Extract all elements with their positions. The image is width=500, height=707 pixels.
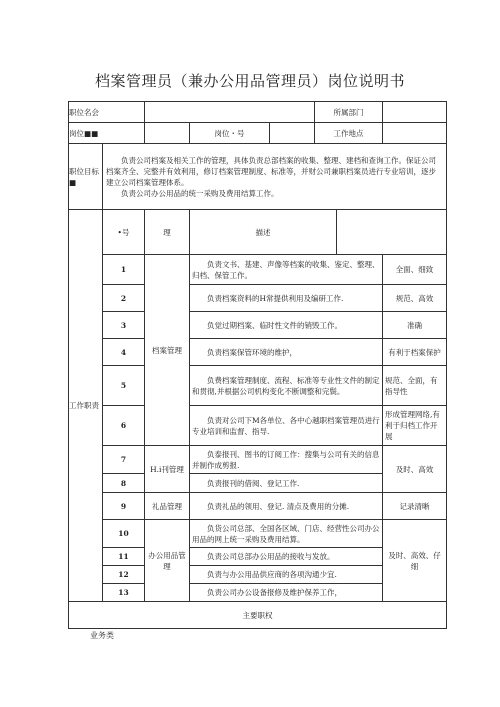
duty-category-gift: 礼品管理 [145, 493, 190, 520]
duties-section-label: 工作职责 [69, 210, 103, 602]
duty-no: 4 [103, 339, 145, 366]
location-label: 工作地点 [315, 123, 383, 144]
table-row [69, 285, 447, 312]
duty-head-cat: 理 [145, 210, 190, 255]
duty-desc: 负责礼品的领用、登记. 清点及费用的分摊. [190, 493, 383, 520]
job-name-value [145, 102, 315, 123]
duty-std: 及时、高效 [383, 446, 447, 493]
duty-no: 12 [103, 566, 145, 584]
duty-std: 准确 [383, 312, 447, 339]
duty-header-row [69, 210, 447, 255]
job-description-table [68, 101, 447, 629]
duty-no: 1 [103, 255, 145, 285]
duty-desc: 负责公司办公设备报修及维护保养工作， [190, 584, 383, 602]
page-title: 档案管理员（兼办公用品管理员）岗位说明书 [94, 72, 405, 90]
table-row [69, 255, 447, 285]
main-duties-label: 主要职权 [69, 602, 447, 629]
location-value [383, 123, 447, 144]
table-row [69, 366, 447, 406]
duty-category-periodical: H.i刊管理 [145, 446, 190, 493]
duty-desc: 负责报刊的借阅、登记工作. [190, 474, 383, 493]
table-row [69, 446, 447, 474]
duty-desc: 负责档案保管环境的维护， [190, 339, 383, 366]
dept-value [383, 102, 447, 123]
duty-no: 10 [103, 520, 145, 548]
duty-no: 9 [103, 493, 145, 520]
duty-std: 规范、高效 [383, 285, 447, 312]
table-row [69, 493, 447, 520]
duty-std: 形成管理网络,有利于归档工作开展 [383, 406, 447, 446]
goal-label: 职位目标■ [69, 144, 103, 210]
duty-no: 13 [103, 584, 145, 602]
table-row [69, 339, 447, 366]
header-row-2 [69, 123, 447, 144]
footer-label: 业务类 [90, 631, 114, 640]
duty-desc: 负责公司总部办公用品的接收与发放。 [190, 548, 383, 566]
job-no-value [270, 123, 315, 144]
job-name-label: 职位名会 [69, 102, 145, 123]
duty-head-spacer [337, 210, 447, 255]
job-level-label: 岗位■■ [69, 123, 145, 144]
duty-desc: 负费档案管理制度、流程、标准等专业性文件的制定和贯彻,并根据公司机构变化不断调整和完鬓。 [190, 366, 383, 406]
duty-desc: 负责档案资料的H常提供利用及编研工作. [190, 285, 383, 312]
main-duties-row [69, 602, 447, 629]
job-no-label: 岗位・号 [190, 123, 270, 144]
duty-no: 11 [103, 548, 145, 566]
duty-no: 2 [103, 285, 145, 312]
table-row [69, 520, 447, 548]
duty-std: 及时、高效、仔细 [383, 520, 447, 602]
goal-row [69, 144, 447, 210]
duty-no: 6 [103, 406, 145, 446]
job-level-value [145, 123, 190, 144]
table-row [69, 406, 447, 446]
duty-std: 记录清晰 [383, 493, 447, 520]
duty-std: 全面、细致 [383, 255, 447, 285]
header-row-1 [69, 102, 447, 123]
duty-no: 5 [103, 366, 145, 406]
duty-no: 3 [103, 312, 145, 339]
duty-category-office: 办公用品管理 [145, 520, 190, 602]
duty-no: 8 [103, 474, 145, 493]
goal-text-1: 负责公司档案及相关工作的管理，具体负责总部档案的收集、整理、建档和查询工作。保证公司档案齐全、完整并有效利用，修订档案管理制度、标准等，并财公司兼职档案员进行专业培训，逐步建立公司档案管理体系。 [106, 155, 436, 187]
duty-std: 规范、全面，有指导性 [383, 366, 447, 406]
duty-category-archive: 档案管理 [145, 255, 190, 446]
table-row [69, 312, 447, 339]
duty-no: 7 [103, 446, 145, 474]
duty-desc: 负觉过期档案、临时性文件的销毁工作。 [190, 312, 383, 339]
dept-label: 所属部门 [315, 102, 383, 123]
duty-head-no: •号 [103, 210, 145, 255]
duty-desc: 负泰报刊、图书的订阅工作：搜集与公司有关的信息并制作成剪报. [190, 446, 383, 474]
goal-text-2: 负责公司办公用品的统一采购及费用结算工作。 [121, 188, 279, 198]
duty-desc: 负货公司总部、全国各区域、门店、经营性公司办公用品的网上统一采购及费用结算。 [190, 520, 383, 548]
goal-text [103, 144, 447, 210]
duty-desc: 负责对公司下M各单位、各中心越职档案管理员进行专业培训和监督、指导. [190, 406, 383, 446]
duty-std: 有利于档案保护 [383, 339, 447, 366]
duty-head-desc: 描述 [190, 210, 337, 255]
duty-desc: 负责与办公用品供应商的各项沟通少宜. [190, 566, 383, 584]
duty-desc: 负责文书、基建、声像等档案的收集、鉴定、整理、归档、保管工作。 [190, 255, 383, 285]
